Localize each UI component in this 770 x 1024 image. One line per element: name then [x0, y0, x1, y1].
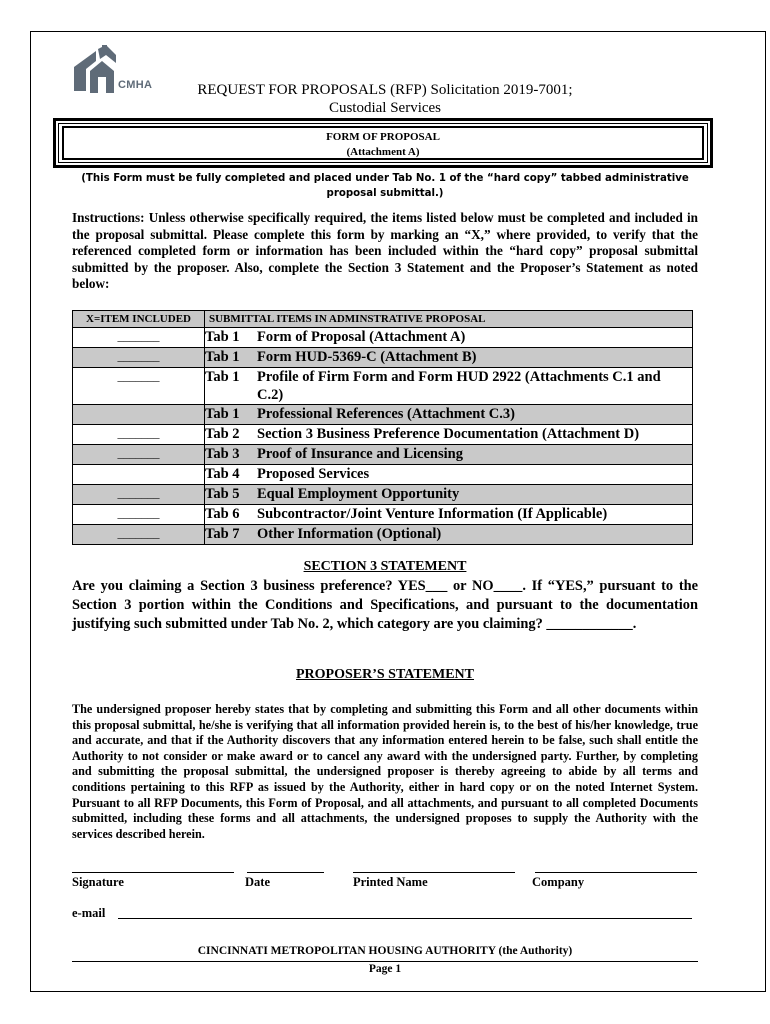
table-header: [73, 311, 693, 328]
tab-label: Tab 1: [205, 406, 240, 422]
table-row: [73, 425, 693, 445]
page-number: Page 1: [368, 963, 402, 975]
date-field[interactable]: [247, 872, 324, 873]
table-row: [73, 525, 693, 545]
item-description: Professional References (Attachment C.3): [257, 406, 515, 422]
item-description: Equal Employment Opportunity: [257, 486, 460, 502]
email-field[interactable]: [118, 918, 692, 919]
item-included-field[interactable]: _______: [73, 425, 205, 445]
item-included-field[interactable]: _______: [73, 328, 205, 348]
footer-divider: [72, 961, 698, 962]
logo-text: CMHA: [118, 79, 153, 91]
item-included-field[interactable]: _______: [73, 348, 205, 368]
table-row: [73, 445, 693, 465]
item-description: Profile of Firm Form and Form HUD 2922 (Attachments C.1 and C.2): [257, 369, 661, 403]
section3-statement: Are you claiming a Section 3 business preference? YES___ or NO____. If “YES,” pursuant to the Section 3 portion within the Conditions and Specifications, and pursuant to the documentation justifying such submitted under Tab No. 2, which category are you claiming? ____________.: [72, 578, 698, 632]
item-included-field[interactable]: _______: [73, 505, 205, 525]
item-description: Form of Proposal (Attachment A): [257, 329, 466, 345]
form-attachment: (Attachment A): [346, 146, 420, 158]
email-label: e-mail: [72, 906, 106, 920]
table-row: [73, 505, 693, 525]
header-included: X=ITEM INCLUDED: [73, 311, 205, 328]
tab-label: Tab 1: [205, 329, 240, 345]
tab-label: Tab 1: [205, 369, 240, 385]
tab-label: Tab 6: [205, 506, 240, 522]
placement-note: (This Form must be fully completed and placed under Tab No. 1 of the “hard copy” tabbed administrative proposal submittal.): [81, 173, 689, 199]
form-title: FORM OF PROPOSAL: [326, 131, 440, 143]
item-description: Proof of Insurance and Licensing: [257, 446, 463, 462]
table-row: [73, 328, 693, 348]
header-items: SUBMITTAL ITEMS IN ADMINSTRATIVE PROPOSAL: [205, 311, 693, 328]
item-description: Subcontractor/Joint Venture Information (If Applicable): [257, 506, 608, 522]
tab-label: Tab 3: [205, 446, 240, 462]
tab-label: Tab 5: [205, 486, 240, 502]
item-included-field[interactable]: [73, 405, 205, 425]
item-description: Proposed Services: [257, 466, 370, 482]
item-included-field[interactable]: _______: [73, 485, 205, 505]
table-row: [73, 405, 693, 425]
proposer-statement-title: PROPOSER’S STATEMENT: [295, 667, 474, 682]
table-row: [73, 485, 693, 505]
tab-label: Tab 1: [205, 349, 240, 365]
page-subtitle: Custodial Services: [328, 100, 442, 116]
item-description: Section 3 Business Preference Documentation (Attachment D): [257, 426, 640, 442]
item-included-field[interactable]: _______: [73, 368, 205, 405]
page-title: REQUEST FOR PROPOSALS (RFP) Solicitation 2019-7001;: [197, 82, 573, 98]
printed-name-label: Printed Name: [353, 875, 428, 889]
signature-label: Signature: [72, 875, 124, 889]
submittal-items-table: [72, 310, 693, 545]
company-field[interactable]: [535, 872, 697, 873]
company-label: Company: [532, 875, 585, 889]
table-row: [73, 368, 693, 405]
tab-label: Tab 4: [205, 466, 240, 482]
item-included-field[interactable]: _______: [73, 525, 205, 545]
instructions: Instructions: Unless otherwise specifically required, the items listed below must be completed and included in the proposal submittal. Please complete this form by marking an “X,” where provided, to verify that the referenced completed form or information has been included within the “hard copy” proposal submittal submitted by the proposer. Also, complete the Section 3 Statement and the Proposer’s Statement as noted below:: [72, 210, 698, 292]
item-included-field[interactable]: [73, 465, 205, 485]
date-label: Date: [245, 875, 270, 889]
item-description: Other Information (Optional): [257, 526, 442, 542]
table-row: [73, 348, 693, 368]
table-row: [73, 465, 693, 485]
footer-authority: CINCINNATI METROPOLITAN HOUSING AUTHORITY (the Authority): [197, 945, 573, 957]
printed-name-field[interactable]: [353, 872, 515, 873]
signature-field[interactable]: [72, 872, 234, 873]
tab-label: Tab 7: [205, 526, 240, 542]
section3-title: SECTION 3 STATEMENT: [303, 559, 467, 574]
proposer-statement: The undersigned proposer hereby states that by completing and submitting this Form and all other documents within this proposal submittal, he/she is verifying that all information provided herein is, to the best of his/her knowledge, true and accurate, and that if the Authority discovers that any information entered herein to be false, such shall entitle the Authority to not consider or make award or to cancel any award with the undersigned party. Further, by completing and submitting the proposal submittal, the undersigned proposer is thereby agreeing to abide by all terms and conditions pertaining to this RFP as issued by the Authority, either in hard copy or on the noted Internet System. Pursuant to all RFP Documents, this Form of Proposal, and all attachments, and pursuant to all completed Documents submitted, including these forms and all attachments, the undersigned proposes to supply the Authority with the services described herein.: [72, 702, 698, 841]
form-box: [62, 126, 704, 160]
tab-label: Tab 2: [205, 426, 240, 442]
item-description: Form HUD-5369-C (Attachment B): [257, 349, 477, 365]
item-included-field[interactable]: _______: [73, 445, 205, 465]
